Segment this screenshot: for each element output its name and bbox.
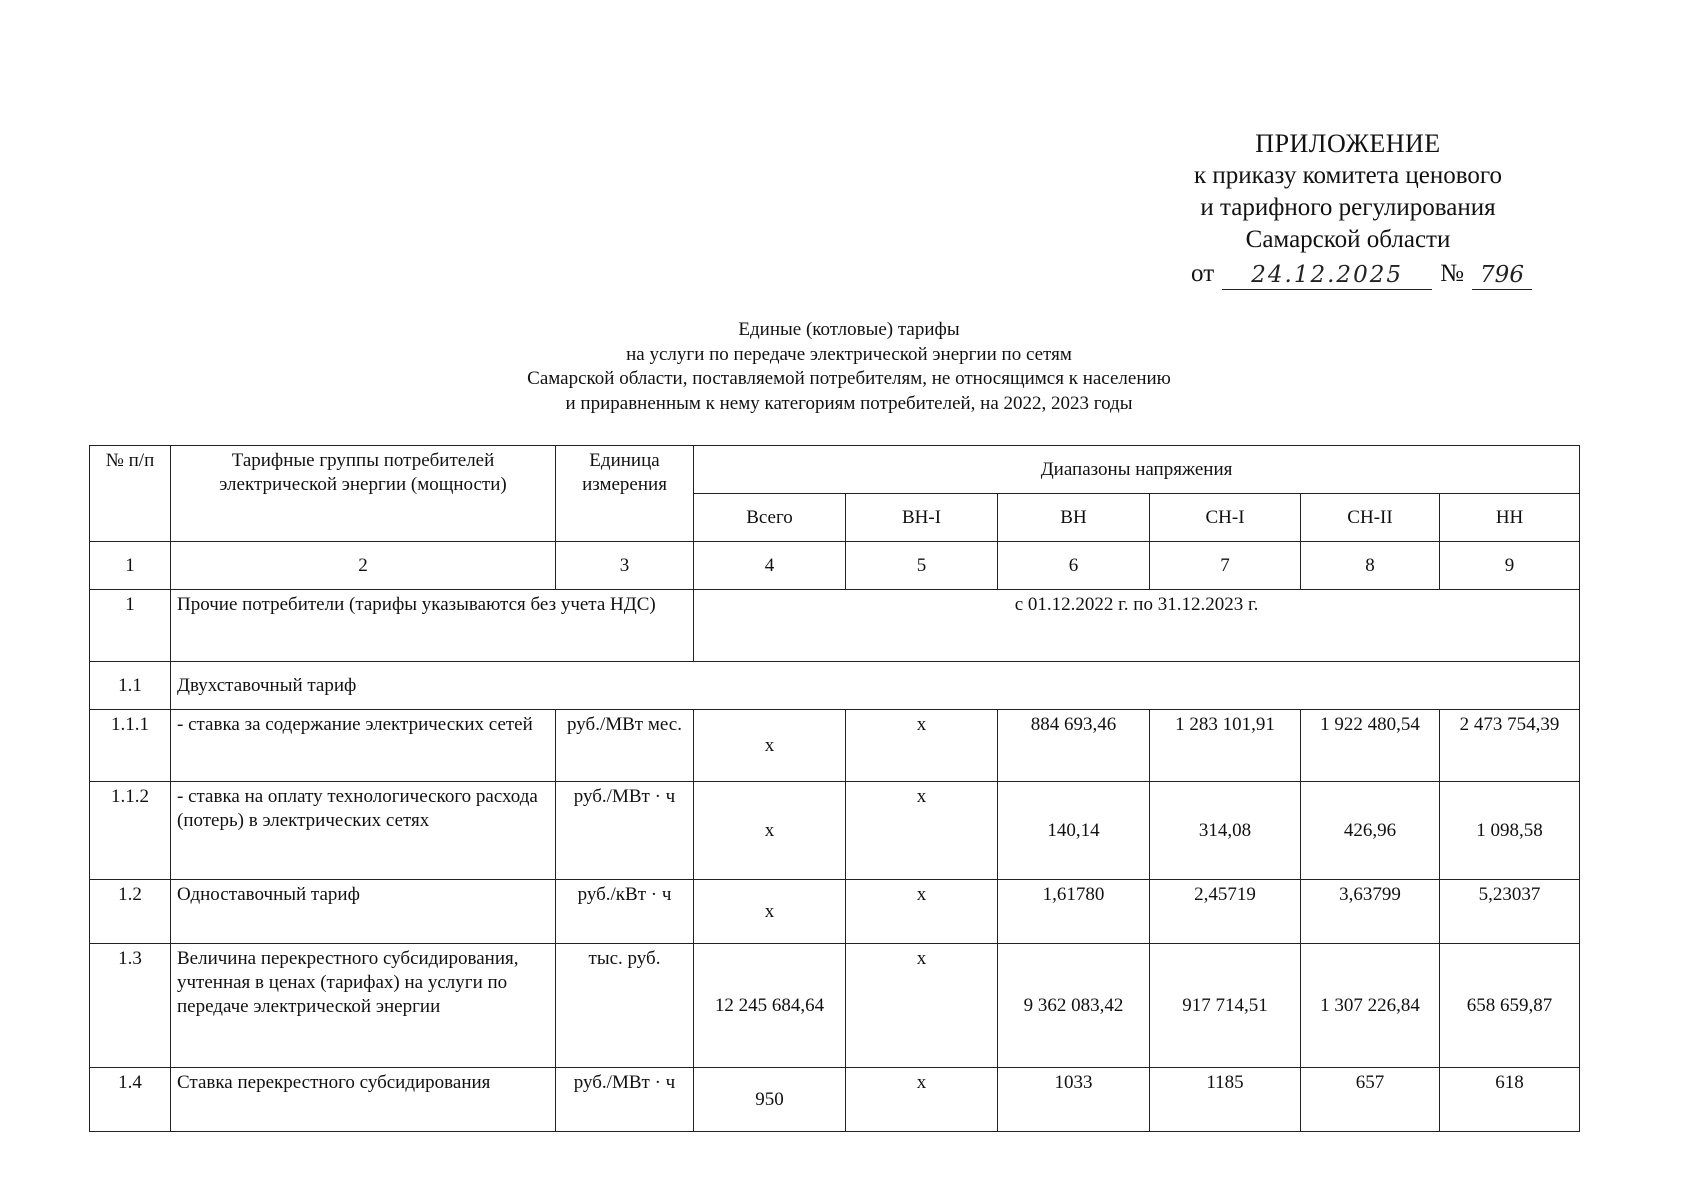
column-number: 7 bbox=[1150, 542, 1301, 590]
row-num: 1.1.2 bbox=[90, 782, 171, 880]
row-sn1: 314,08 bbox=[1150, 782, 1301, 880]
row-group: Двухставочный тариф bbox=[171, 662, 1580, 710]
row-vn: 9 362 083,42 bbox=[998, 944, 1150, 1068]
row-sn2: 1 922 480,54 bbox=[1301, 710, 1440, 782]
row-total: 12 245 684,64 bbox=[694, 944, 846, 1068]
row-total: х bbox=[694, 782, 846, 880]
row-group: Одноставочный тариф bbox=[171, 880, 556, 944]
row-sn1: 1185 bbox=[1150, 1068, 1301, 1132]
column-number: 9 bbox=[1440, 542, 1580, 590]
column-number-row bbox=[90, 542, 1580, 590]
row-unit: руб./МВт · ч bbox=[556, 782, 694, 880]
row-group: Ставка перекрестного субсидирования bbox=[171, 1068, 556, 1132]
document-title bbox=[0, 318, 1698, 416]
appendix-block bbox=[1158, 128, 1538, 290]
row-num: 1.1 bbox=[90, 662, 171, 710]
tariff-table bbox=[89, 445, 1580, 1132]
header-sn1: СН-I bbox=[1150, 494, 1301, 542]
header-vn1: ВН-I bbox=[846, 494, 998, 542]
row-unit: тыс. руб. bbox=[556, 944, 694, 1068]
row-vn1: х bbox=[846, 1068, 998, 1132]
row-num: 1.1.1 bbox=[90, 710, 171, 782]
row-nn: 658 659,87 bbox=[1440, 944, 1580, 1068]
from-label: от bbox=[1191, 260, 1215, 287]
table-row bbox=[90, 710, 1580, 782]
row-nn: 2 473 754,39 bbox=[1440, 710, 1580, 782]
column-number: 1 bbox=[90, 542, 171, 590]
row-group: Величина перекрестного субсидирования, учтенная в ценах (тарифах) на услуги по передаче электрической энергии bbox=[171, 944, 556, 1068]
row-group: - ставка за содержание электрических сетей bbox=[171, 710, 556, 782]
row-unit: руб./кВт · ч bbox=[556, 880, 694, 944]
column-number: 8 bbox=[1301, 542, 1440, 590]
row-vn: 1033 bbox=[998, 1068, 1150, 1132]
appendix-line-3: Самарской области bbox=[1245, 226, 1451, 253]
row-group: - ставка на оплату технологического расхода (потерь) в электрических сетях bbox=[171, 782, 556, 880]
order-reference bbox=[1158, 258, 1538, 290]
row-group: Прочие потребители (тарифы указываются без учета НДС) bbox=[171, 590, 694, 662]
appendix-line-2: и тарифного регулирования bbox=[1200, 194, 1496, 221]
table-row bbox=[90, 590, 1580, 662]
table-row bbox=[90, 1068, 1580, 1132]
column-number: 4 bbox=[694, 542, 846, 590]
row-unit: руб./МВт · ч bbox=[556, 1068, 694, 1132]
row-vn: 140,14 bbox=[998, 782, 1150, 880]
table-row bbox=[90, 880, 1580, 944]
column-number: 3 bbox=[556, 542, 694, 590]
row-period: с 01.12.2022 г. по 31.12.2023 г. bbox=[694, 590, 1580, 662]
row-total: х bbox=[694, 710, 846, 782]
row-num: 1.4 bbox=[90, 1068, 171, 1132]
row-num: 1.2 bbox=[90, 880, 171, 944]
header-vn: ВН bbox=[998, 494, 1150, 542]
header-unit: Единица измерения bbox=[556, 446, 694, 542]
header-group: Тарифные группы потребителей электрической энергии (мощности) bbox=[171, 446, 556, 542]
header-nn: НН bbox=[1440, 494, 1580, 542]
column-number: 5 bbox=[846, 542, 998, 590]
row-sn2: 426,96 bbox=[1301, 782, 1440, 880]
row-total: х bbox=[694, 880, 846, 944]
row-vn: 1,61780 bbox=[998, 880, 1150, 944]
row-sn2: 3,63799 bbox=[1301, 880, 1440, 944]
row-num: 1.3 bbox=[90, 944, 171, 1068]
header-sn2: СН-II bbox=[1301, 494, 1440, 542]
table-row bbox=[90, 782, 1580, 880]
title-line-1: Единые (котловые) тарифы bbox=[738, 319, 960, 340]
title-line-4: и приравненным к нему категориям потребителей, на 2022, 2023 годы bbox=[565, 392, 1133, 414]
header-total: Всего bbox=[694, 494, 846, 542]
column-number: 2 bbox=[171, 542, 556, 590]
row-vn1: х bbox=[846, 782, 998, 880]
row-nn: 618 bbox=[1440, 1068, 1580, 1132]
appendix-title: ПРИЛОЖЕНИЕ bbox=[1255, 129, 1441, 158]
number-label: № bbox=[1440, 260, 1464, 287]
title-line-2: на услуги по передаче электрической энергии по сетям bbox=[626, 343, 1072, 365]
order-number: 796 bbox=[1472, 261, 1532, 290]
row-sn1: 917 714,51 bbox=[1150, 944, 1301, 1068]
row-sn1: 1 283 101,91 bbox=[1150, 710, 1301, 782]
row-sn1: 2,45719 bbox=[1150, 880, 1301, 944]
row-sn2: 1 307 226,84 bbox=[1301, 944, 1440, 1068]
order-date: 24.12.2025 bbox=[1222, 261, 1432, 290]
title-line-3: Самарской области, поставляемой потребителям, не относящимся к населению bbox=[527, 368, 1171, 389]
row-total: 950 bbox=[694, 1068, 846, 1132]
header-voltage-ranges: Диапазоны напряжения bbox=[694, 446, 1580, 494]
appendix-line-1: к приказу комитета ценового bbox=[1194, 162, 1502, 189]
column-number: 6 bbox=[998, 542, 1150, 590]
row-sn2: 657 bbox=[1301, 1068, 1440, 1132]
header-num: № п/п bbox=[90, 446, 171, 542]
row-vn: 884 693,46 bbox=[998, 710, 1150, 782]
row-num: 1 bbox=[90, 590, 171, 662]
row-unit: руб./МВт мес. bbox=[556, 710, 694, 782]
row-nn: 1 098,58 bbox=[1440, 782, 1580, 880]
row-vn1: х bbox=[846, 944, 998, 1068]
row-vn1: х bbox=[846, 880, 998, 944]
table-row bbox=[90, 662, 1580, 710]
row-vn1: х bbox=[846, 710, 998, 782]
row-nn: 5,23037 bbox=[1440, 880, 1580, 944]
table-row bbox=[90, 944, 1580, 1068]
